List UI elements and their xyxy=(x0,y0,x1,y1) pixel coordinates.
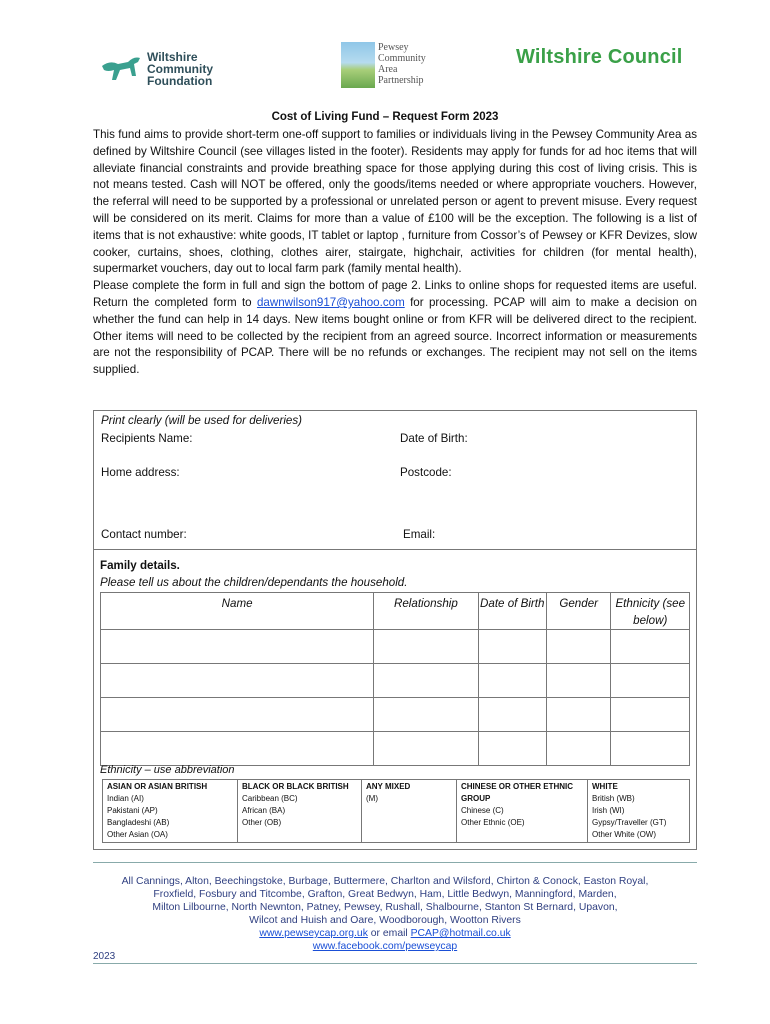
ethnicity-option: British (WB) xyxy=(592,794,635,803)
ethnicity-group-chinese xyxy=(457,780,588,843)
footer xyxy=(0,875,770,953)
table-row xyxy=(101,664,690,698)
footer-links xyxy=(0,927,770,940)
ethnicity-group-heading: WHITE xyxy=(592,782,618,791)
relationship-cell[interactable] xyxy=(374,732,478,766)
footer-villages-line: Froxfield, Fosbury and Titcombe, Grafton, Great Bedwyn, Ham, Little Bedwyn, Manningford, Marden, xyxy=(153,889,617,900)
ethnicity-option: Indian (AI) xyxy=(107,794,144,803)
ethnicity-option: Chinese (C) xyxy=(461,806,504,815)
column-date-of-birth: Date of Birth xyxy=(478,593,546,630)
contact-email-link[interactable]: dawnwilson917@yahoo.com xyxy=(256,295,405,309)
ethnicity-group-white xyxy=(588,780,690,843)
ethnicity-group-asian xyxy=(103,780,238,843)
pcap-logo-line: Pewsey xyxy=(378,42,409,53)
wiltshire-community-foundation-logo xyxy=(100,50,230,90)
table-row xyxy=(101,732,690,766)
family-table-header xyxy=(101,593,690,630)
pcap-logo-line: Partnership xyxy=(378,75,424,86)
dob-cell[interactable] xyxy=(478,630,546,664)
pcap-logo-line: Area xyxy=(378,64,398,75)
form-title: Cost of Living Fund – Request Form 2023 xyxy=(271,111,499,123)
print-clearly-note: Print clearly (will be used for deliveries) xyxy=(101,414,303,427)
intro-p2-end: for processing. PCAP will aim to make a decision on whether the fund can help in 14 days. New items bought online or from KFR will be delivered direct to the recipient. Other items will need to be collected by the recipient from an agreed source. Incorrect information or measurements are not the responsibility of PCAP. There will be no refunds or exchanges. The recipient may not sell on the items supplied. xyxy=(93,295,697,377)
intro-paragraph-2 xyxy=(93,278,697,379)
ethnicity-option: Gypsy/Traveller (GT) xyxy=(592,818,667,827)
ethnicity-option: Bangladeshi (AB) xyxy=(107,818,170,827)
ethnicity-option: Pakistani (AP) xyxy=(107,806,158,815)
ethnicity-option: Other White (OW) xyxy=(592,830,657,839)
relationship-cell[interactable] xyxy=(374,698,478,732)
family-details-heading: Family details. xyxy=(100,559,180,572)
ethnicity-option: Other Asian (OA) xyxy=(107,830,168,839)
name-cell[interactable] xyxy=(101,732,374,766)
ethnicity-option: Other (OB) xyxy=(242,818,282,827)
ethnicity-table xyxy=(102,779,690,843)
ethnicity-option: (M) xyxy=(366,794,378,803)
ethnicity-label: Ethnicity – use abbreviation xyxy=(100,764,235,776)
gender-cell[interactable] xyxy=(546,698,611,732)
gender-cell[interactable] xyxy=(546,664,611,698)
ethnicity-option: Other Ethnic (OE) xyxy=(461,818,525,827)
ethnicity-option: African (BA) xyxy=(242,806,286,815)
footer-villages-line: Wilcot and Huish and Oare, Woodborough, Wootton Rivers xyxy=(249,915,521,926)
wcf-logo-line: Wiltshire xyxy=(147,50,198,64)
intro-p2-start: Please complete the form in full and sign the bottom of page 2. Links to online shops for requested items are useful. Return the completed form to xyxy=(93,279,697,309)
column-ethnicity: Ethnicity (see below) xyxy=(611,593,690,630)
dob-cell[interactable] xyxy=(478,664,546,698)
table-row xyxy=(101,630,690,664)
wcf-logo-line: Community xyxy=(147,62,213,76)
ethnicity-group-mixed xyxy=(362,780,457,843)
pcap-logo-line: Community xyxy=(378,53,426,64)
footer-year: 2023 xyxy=(93,951,116,962)
ethnicity-group-heading: ANY MIXED xyxy=(366,782,411,791)
relationship-cell[interactable] xyxy=(374,630,478,664)
name-cell[interactable] xyxy=(101,630,374,664)
ethnicity-cell[interactable] xyxy=(611,732,690,766)
ethnicity-group-heading: CHINESE OR OTHER ETHNIC GROUP xyxy=(461,782,574,803)
footer-villages-line: All Cannings, Alton, Beechingstoke, Burbage, Buttermere, Charlton and Wilsford, Chirton & Conock, Easton Royal, xyxy=(121,876,649,887)
recipient-name-label: Recipients Name: xyxy=(101,432,193,445)
horse-icon xyxy=(100,52,144,84)
ethnicity-cell[interactable] xyxy=(611,698,690,732)
contact-number-label: Contact number: xyxy=(101,528,187,541)
wiltshire-council-logo: Wiltshire Council xyxy=(516,46,683,68)
date-of-birth-label: Date of Birth: xyxy=(400,432,468,445)
landscape-icon xyxy=(341,42,375,88)
pcap-email-link[interactable]: PCAP@hotmail.co.uk xyxy=(410,928,511,939)
recipient-details-box xyxy=(93,410,697,550)
footer-rule-bottom xyxy=(93,963,697,964)
name-cell[interactable] xyxy=(101,698,374,732)
family-table xyxy=(100,592,690,766)
footer-facebook xyxy=(0,940,770,953)
column-gender: Gender xyxy=(546,593,611,630)
ethnicity-group-heading: BLACK OR BLACK BRITISH xyxy=(242,782,349,791)
ethnicity-option: Irish (WI) xyxy=(592,806,625,815)
gender-cell[interactable] xyxy=(546,630,611,664)
dob-cell[interactable] xyxy=(478,732,546,766)
website-link[interactable]: www.pewseycap.org.uk xyxy=(259,928,368,939)
email-label: Email: xyxy=(403,528,436,541)
column-relationship: Relationship xyxy=(374,593,478,630)
ethnicity-group-heading: ASIAN OR ASIAN BRITISH xyxy=(107,782,208,791)
facebook-link[interactable]: www.facebook.com/pewseycap xyxy=(312,941,458,952)
gender-cell[interactable] xyxy=(546,732,611,766)
relationship-cell[interactable] xyxy=(374,664,478,698)
ethnicity-cell[interactable] xyxy=(611,664,690,698)
table-row xyxy=(101,698,690,732)
intro-paragraph-1: This fund aims to provide short-term one-off support to families or individuals living in the Pewsey Community Area as defined by Wiltshire Council (see villages listed in the footer). Residents may apply for funds for ad hoc items that will alleviate financial constraints and provide breathing space for those applying during this cost of living crisis. This is not means tested. Cash will NOT be offered, only the goods/items needed or where appropriate vouchers. However, the referral will need to be supported by a professional or unrelated person or agent to prevent misuse. Every request will be considered on its merit. Claims for more than a value of £100 will be the exception. The following is a list of items that is not exhaustive: white goods, IT tablet or laptop , furniture from Cossor’s of Pewsey or KFR Devizes, slow cooker, curtains, shoes, clothing, clothes airer, stairgate, highchair, activities for children (for mental health), supermarket vouchers, day out to local farm park (family mental health). xyxy=(93,128,697,276)
ethnicity-option: Caribbean (BC) xyxy=(242,794,298,803)
ethnicity-cell[interactable] xyxy=(611,630,690,664)
footer-villages-line: Milton Lilbourne, North Newnton, Patney, Pewsey, Rushall, Shalbourne, Stanton St Bernard, Upavon, xyxy=(152,902,618,913)
home-address-label: Home address: xyxy=(101,466,180,479)
footer-rule-top xyxy=(93,862,697,863)
ethnicity-group-black xyxy=(238,780,362,843)
postcode-label: Postcode: xyxy=(400,466,452,479)
dob-cell[interactable] xyxy=(478,698,546,732)
column-name: Name xyxy=(101,593,374,630)
family-details-instruction: Please tell us about the children/dependants the household. xyxy=(100,576,408,589)
intro-text xyxy=(93,127,697,379)
wcf-logo-line: Foundation xyxy=(147,74,213,88)
pewsey-community-area-partnership-logo xyxy=(341,42,441,92)
footer-or-email: or email xyxy=(367,928,411,939)
name-cell[interactable] xyxy=(101,664,374,698)
